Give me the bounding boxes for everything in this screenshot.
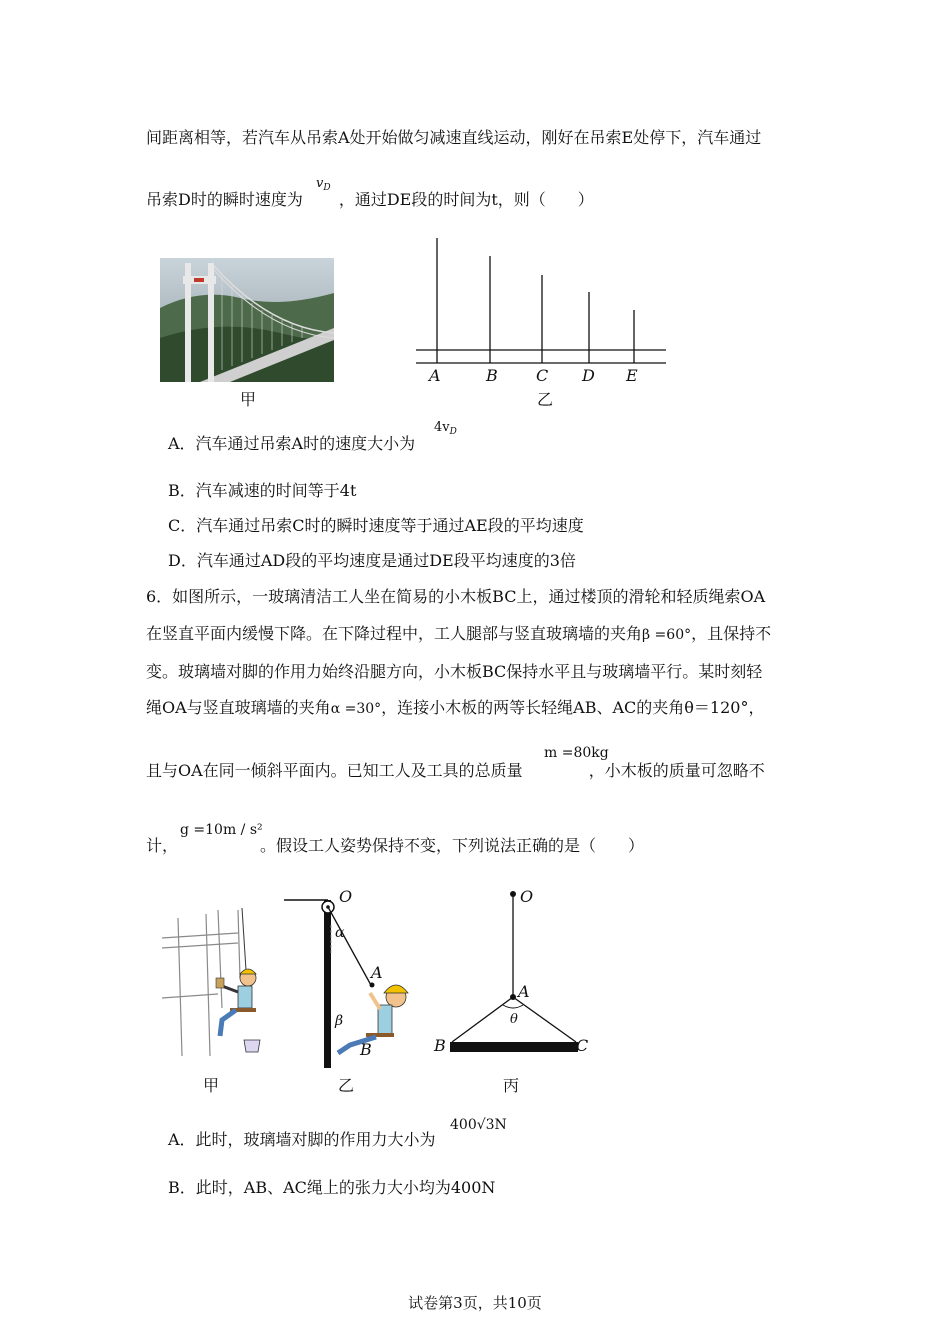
q6-text-line6a: 计， xyxy=(146,836,179,855)
q6-text-line6b: 。假设工人姿势保持不变，下列说法正确的是（ ） xyxy=(260,836,645,855)
force-diagram xyxy=(440,885,600,1060)
q6-alpha-value: α =30° xyxy=(330,701,382,717)
q6-fig-jia-caption: 甲 xyxy=(203,1076,220,1095)
q6-option-b: B．此时，AB、AC绳上的张力大小均为400N xyxy=(168,1178,496,1197)
q6-text-line2b: ，且保持不 xyxy=(691,624,772,643)
q5-fig-yi-caption: 乙 xyxy=(537,390,554,409)
tick-label-A: A xyxy=(429,366,441,385)
q6-text-line5b: ，小木板的质量可忽略不 xyxy=(588,761,765,780)
tick-label-D: D xyxy=(582,366,595,385)
page-footer: 试卷第3页，共10页 xyxy=(408,1294,542,1312)
q6-text-line5 xyxy=(146,761,765,781)
window-cleaner-illustration xyxy=(158,908,268,1058)
q6-text-line3: 变。玻璃墙对脚的作用力始终沿腿方向，小木板BC保持水平且与玻璃墙平行。某时刻轻 xyxy=(146,662,763,681)
tick-label-B: B xyxy=(486,366,498,385)
q6-text-line4b: ，连接小木板的两等长轻绳AB、AC的夹角 xyxy=(381,698,685,717)
label-beta: β xyxy=(335,1013,344,1029)
q5-option-a-value: $4v_D$ xyxy=(434,420,457,437)
q5-vd-symbol: $v_D$ xyxy=(316,176,331,193)
q6-g-value: g =10m / s² xyxy=(180,822,263,838)
q6-text-line6 xyxy=(146,836,644,856)
q5-text-line1: 间距离相等，若汽车从吊索A处开始做匀减速直线运动，刚好在吊索E处停下，汽车通过 xyxy=(146,128,762,147)
q5-text-line2a: 吊索D时的瞬时速度为 xyxy=(146,190,303,209)
label-C-force: C xyxy=(576,1036,589,1055)
tick-label-E: E xyxy=(626,366,638,385)
q6-theta-value: θ＝120°， xyxy=(684,698,765,717)
label-A-pulley: A xyxy=(371,963,383,982)
q6-fig-bing-caption: 丙 xyxy=(503,1076,520,1095)
q5-text-line2 xyxy=(146,190,594,210)
label-alpha: α xyxy=(335,925,345,941)
q6-text-line4 xyxy=(146,698,764,719)
label-O-force: O xyxy=(520,887,534,906)
q6-text-line1: 6．如图所示，一玻璃清洁工人坐在简易的小木板BC上，通过楼顶的滑轮和轻质绳索OA xyxy=(146,587,766,606)
label-B-pulley: B xyxy=(360,1040,372,1059)
q5-option-a: A．汽车通过吊索A时的速度大小为 xyxy=(168,434,416,453)
q6-option-a-value: 400√3N xyxy=(450,1117,507,1133)
label-O-pulley: O xyxy=(339,887,353,906)
q6-text-line2a: 在竖直平面内缓慢下降。在下降过程中，工人腿部与竖直玻璃墙的夹角 xyxy=(146,624,643,643)
bridge-photo xyxy=(160,258,334,382)
label-theta: θ xyxy=(510,1012,518,1027)
tick-label-C: C xyxy=(536,366,549,385)
label-A-force: A xyxy=(518,982,530,1001)
cable-diagram xyxy=(410,236,670,386)
q6-beta-value: β =60° xyxy=(642,627,692,643)
q5-option-b: B．汽车减速的时间等于4t xyxy=(168,481,357,500)
q6-text-line2 xyxy=(146,624,771,645)
label-B-force: B xyxy=(434,1036,446,1055)
q5-option-c: C．汽车通过吊索C时的瞬时速度等于通过AE段的平均速度 xyxy=(168,516,584,535)
q6-fig-yi-caption: 乙 xyxy=(338,1076,355,1095)
pulley-diagram xyxy=(280,885,420,1070)
q6-option-a: A．此时，玻璃墙对脚的作用力大小为 xyxy=(168,1130,436,1149)
q6-text-line4a: 绳OA与竖直玻璃墙的夹角 xyxy=(146,698,331,717)
q5-text-line2b: ，通过DE段的时间为t，则（ ） xyxy=(338,190,594,209)
q5-option-d: D．汽车通过AD段的平均速度是通过DE段平均速度的3倍 xyxy=(168,551,576,570)
q6-text-line5a: 且与OA在同一倾斜平面内。已知工人及工具的总质量 xyxy=(146,761,523,780)
q5-fig-jia-caption: 甲 xyxy=(240,390,257,409)
q6-mass-value: m =80kg xyxy=(544,745,609,761)
